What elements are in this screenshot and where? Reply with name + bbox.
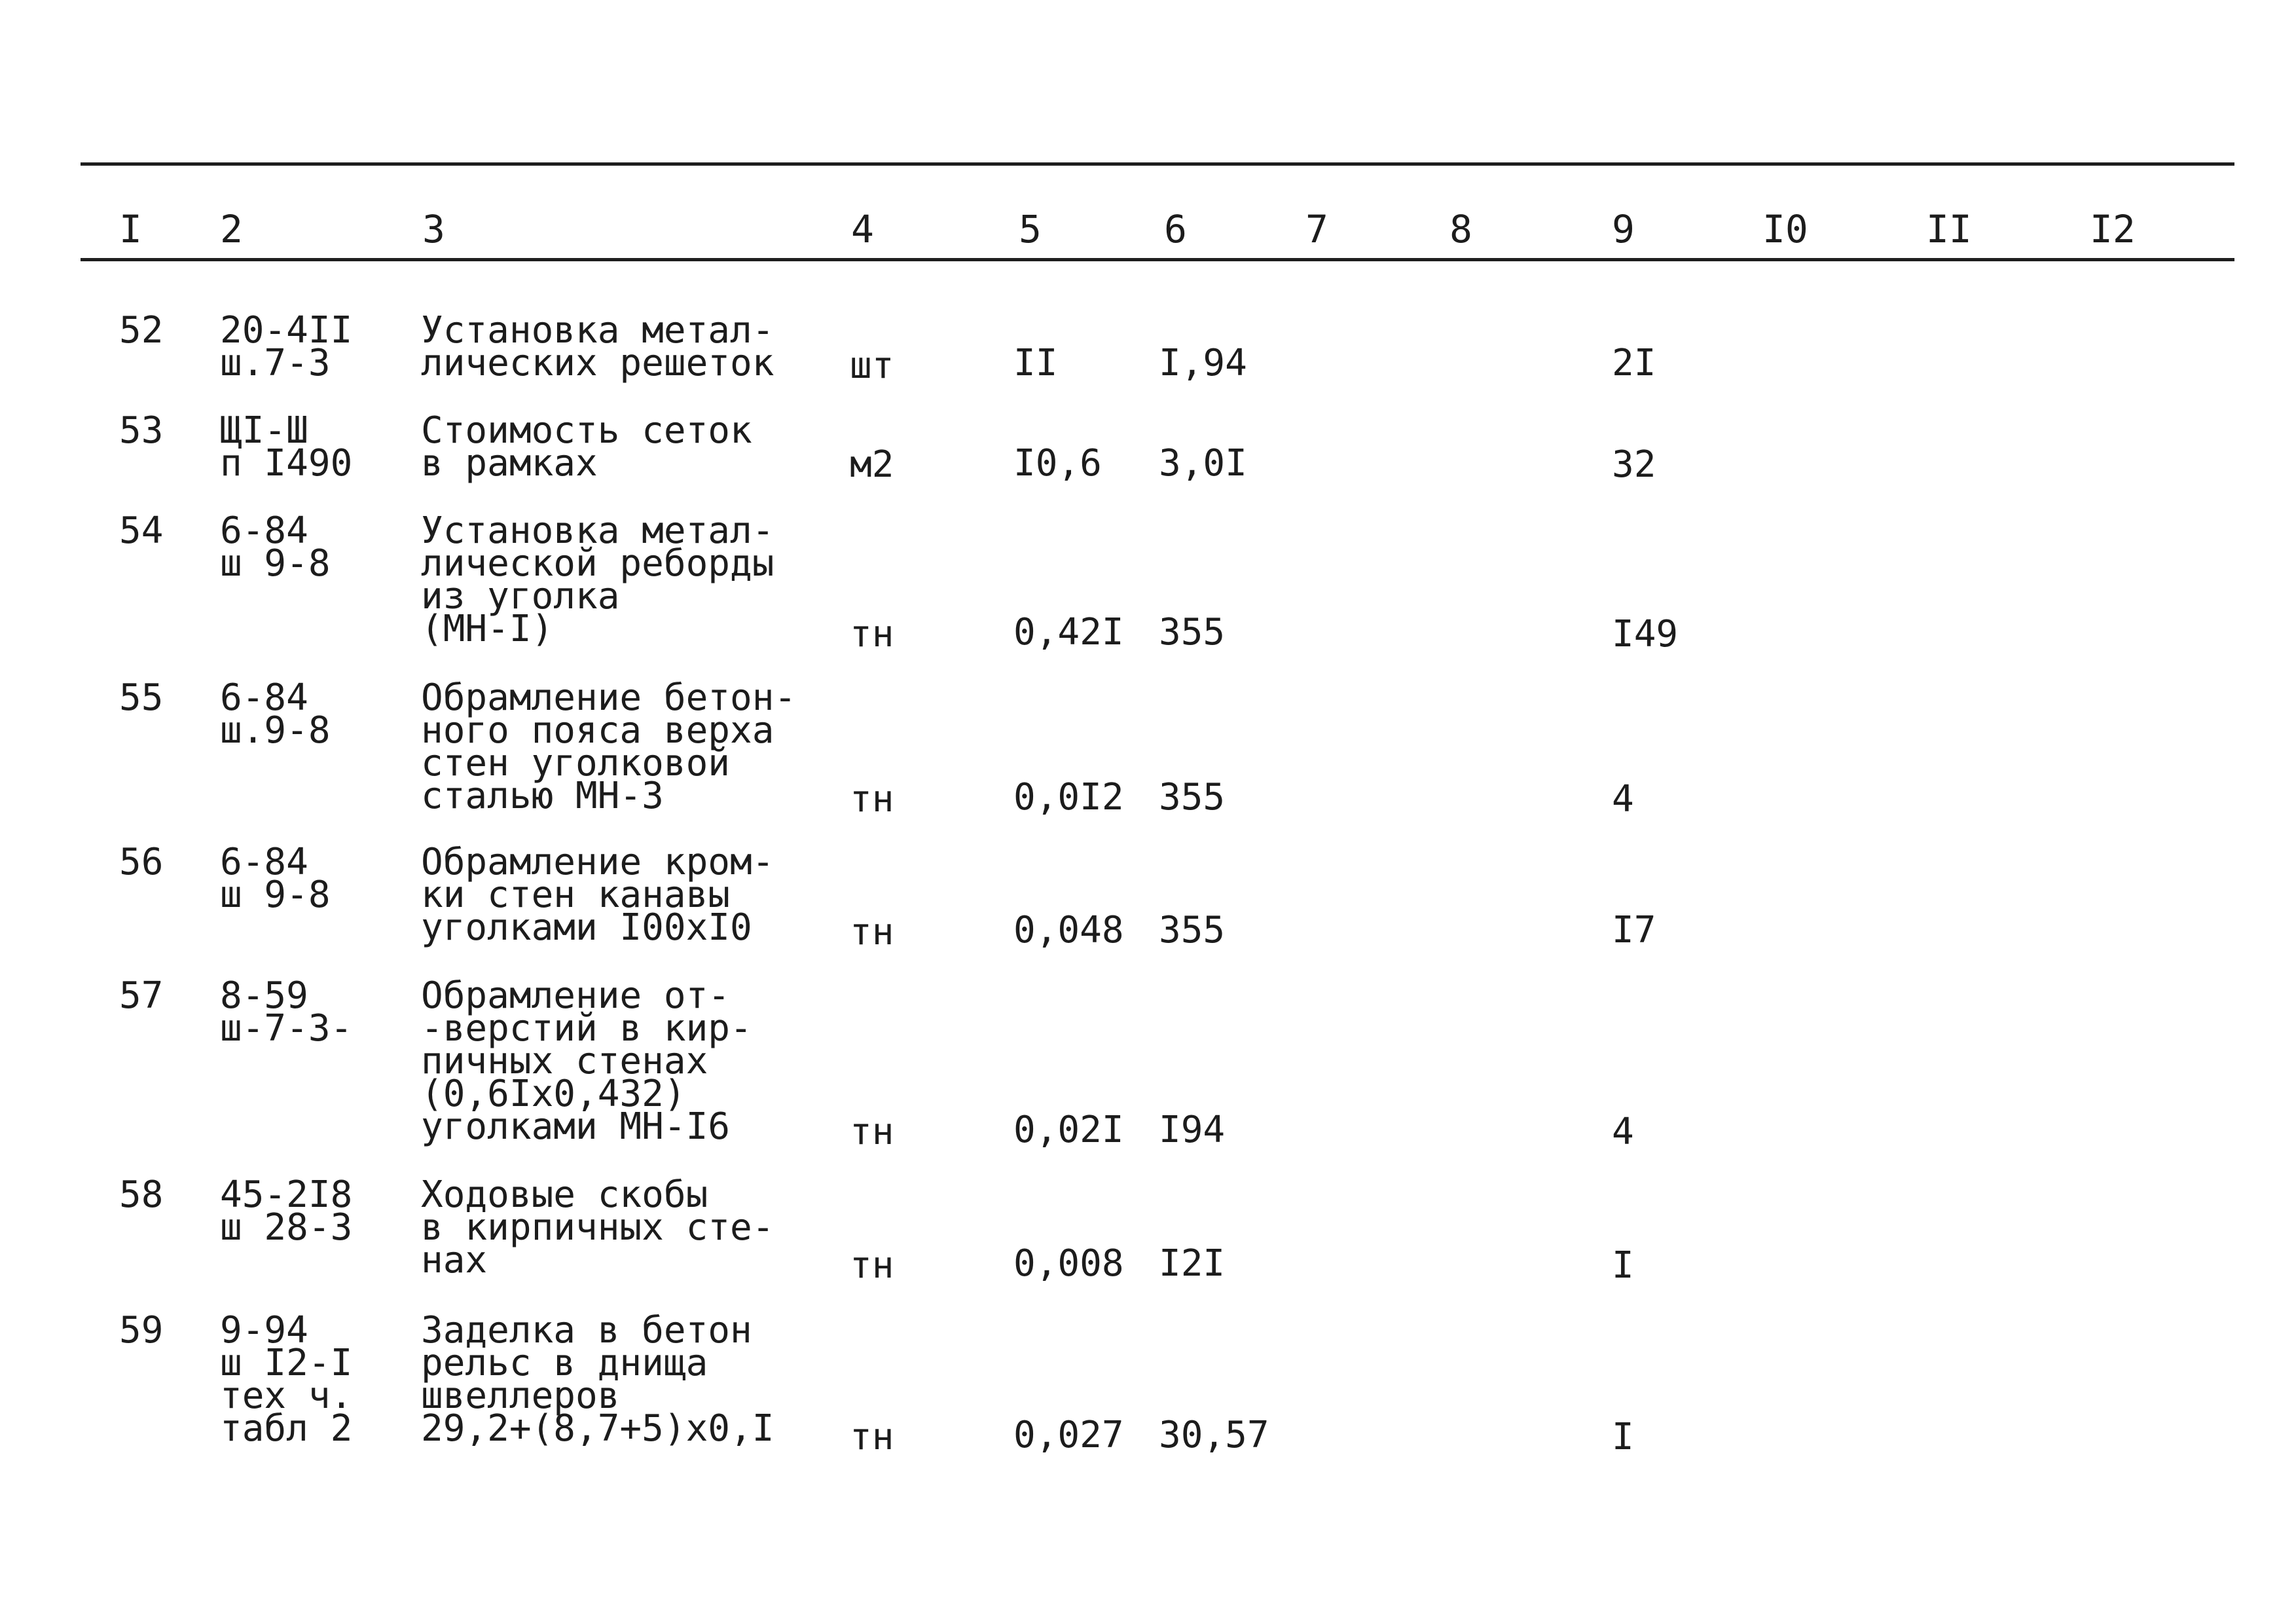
row-unit-price: I94 (1159, 1109, 1226, 1151)
row-code: 6-84 ш 9-8 (220, 509, 331, 585)
row-number: 53 (119, 409, 164, 452)
row-description: Стоимость сеток в рамках (421, 409, 752, 485)
row-unit: тн (850, 1416, 894, 1458)
row-unit: тн (850, 911, 894, 953)
row-total: I7 (1612, 909, 1656, 951)
row-total: 4 (1612, 1111, 1634, 1153)
row-unit: м2 (850, 443, 894, 486)
row-unit-price: 355 (1159, 776, 1226, 819)
row-quantity: 0,027 (1013, 1414, 1124, 1456)
row-code: 6-84 ш 9-8 (220, 841, 331, 916)
row-unit-price: 30,57 (1159, 1414, 1269, 1456)
header-col-7: 7 (1305, 207, 1328, 251)
row-unit-price: 3,0I (1159, 442, 1247, 485)
header-col-8: 8 (1449, 207, 1472, 251)
table-top-rule (81, 162, 2234, 166)
row-total: 4 (1612, 778, 1634, 821)
header-col-12: I2 (2090, 207, 2136, 251)
row-description: Установка метал- лических решеток (421, 309, 774, 384)
row-number: 58 (119, 1173, 164, 1216)
row-quantity: 0,0I2 (1013, 776, 1124, 819)
row-code: 9-94 ш I2-I тех ч. табл 2 (220, 1309, 353, 1450)
row-code: ЩI-Ш п I490 (220, 409, 353, 485)
row-quantity: 0,048 (1013, 909, 1124, 951)
row-code: 20-4II ш.7-3 (220, 309, 353, 384)
row-total: I49 (1612, 613, 1679, 655)
row-quantity: 0,008 (1013, 1242, 1124, 1285)
header-col-11: II (1926, 207, 1972, 251)
row-unit: шт (850, 344, 894, 387)
row-code: 8-59 ш-7-3- (220, 974, 353, 1050)
row-description: Обрамление от- -верстий в кир- пичных стенах (0,6Ix0,432) уголками МН-I6 (421, 974, 752, 1148)
row-quantity: 0,02I (1013, 1109, 1124, 1151)
header-col-10: I0 (1762, 207, 1808, 251)
row-unit-price: I2I (1159, 1242, 1226, 1285)
row-quantity: II (1013, 342, 1058, 384)
row-unit: тн (850, 778, 894, 821)
row-number: 54 (119, 509, 164, 552)
row-total: I (1612, 1416, 1634, 1458)
header-col-2: 2 (220, 207, 243, 251)
row-unit-price: I,94 (1159, 342, 1247, 384)
header-col-4: 4 (851, 207, 874, 251)
row-description: Ходовые скобы в кирпичных сте- нах (421, 1173, 774, 1282)
row-number: 52 (119, 309, 164, 352)
row-code: 45-2I8 ш 28-3 (220, 1173, 353, 1249)
row-total: I (1612, 1244, 1634, 1287)
row-total: 32 (1612, 443, 1656, 486)
header-col-3: 3 (422, 207, 445, 251)
row-description: Обрамление бетон- ного пояса верха стен уголковой сталью МН-3 (421, 676, 797, 817)
row-unit: тн (850, 1111, 894, 1153)
row-number: 55 (119, 676, 164, 719)
row-description: Установка метал- лической реборды из уголка (МН-I) (421, 509, 774, 650)
row-code: 6-84 ш.9-8 (220, 676, 331, 752)
row-quantity: 0,42I (1013, 611, 1124, 654)
header-bottom-rule (81, 258, 2234, 261)
header-col-5: 5 (1019, 207, 1042, 251)
header-col-1: I (119, 207, 142, 251)
row-unit-price: 355 (1159, 909, 1226, 951)
row-unit-price: 355 (1159, 611, 1226, 654)
header-col-6: 6 (1164, 207, 1187, 251)
row-total: 2I (1612, 342, 1656, 384)
row-number: 56 (119, 841, 164, 883)
header-col-9: 9 (1612, 207, 1635, 251)
row-quantity: I0,6 (1013, 442, 1102, 485)
row-unit: тн (850, 1244, 894, 1287)
row-description: Заделка в бетон рельс в днища швеллеров 29,2+(8,7+5)x0,I (421, 1309, 774, 1450)
row-number: 59 (119, 1309, 164, 1352)
row-description: Обрамление кром- ки стен канавы уголками I00xI0 (421, 841, 774, 949)
row-unit: тн (850, 613, 894, 655)
row-number: 57 (119, 974, 164, 1017)
